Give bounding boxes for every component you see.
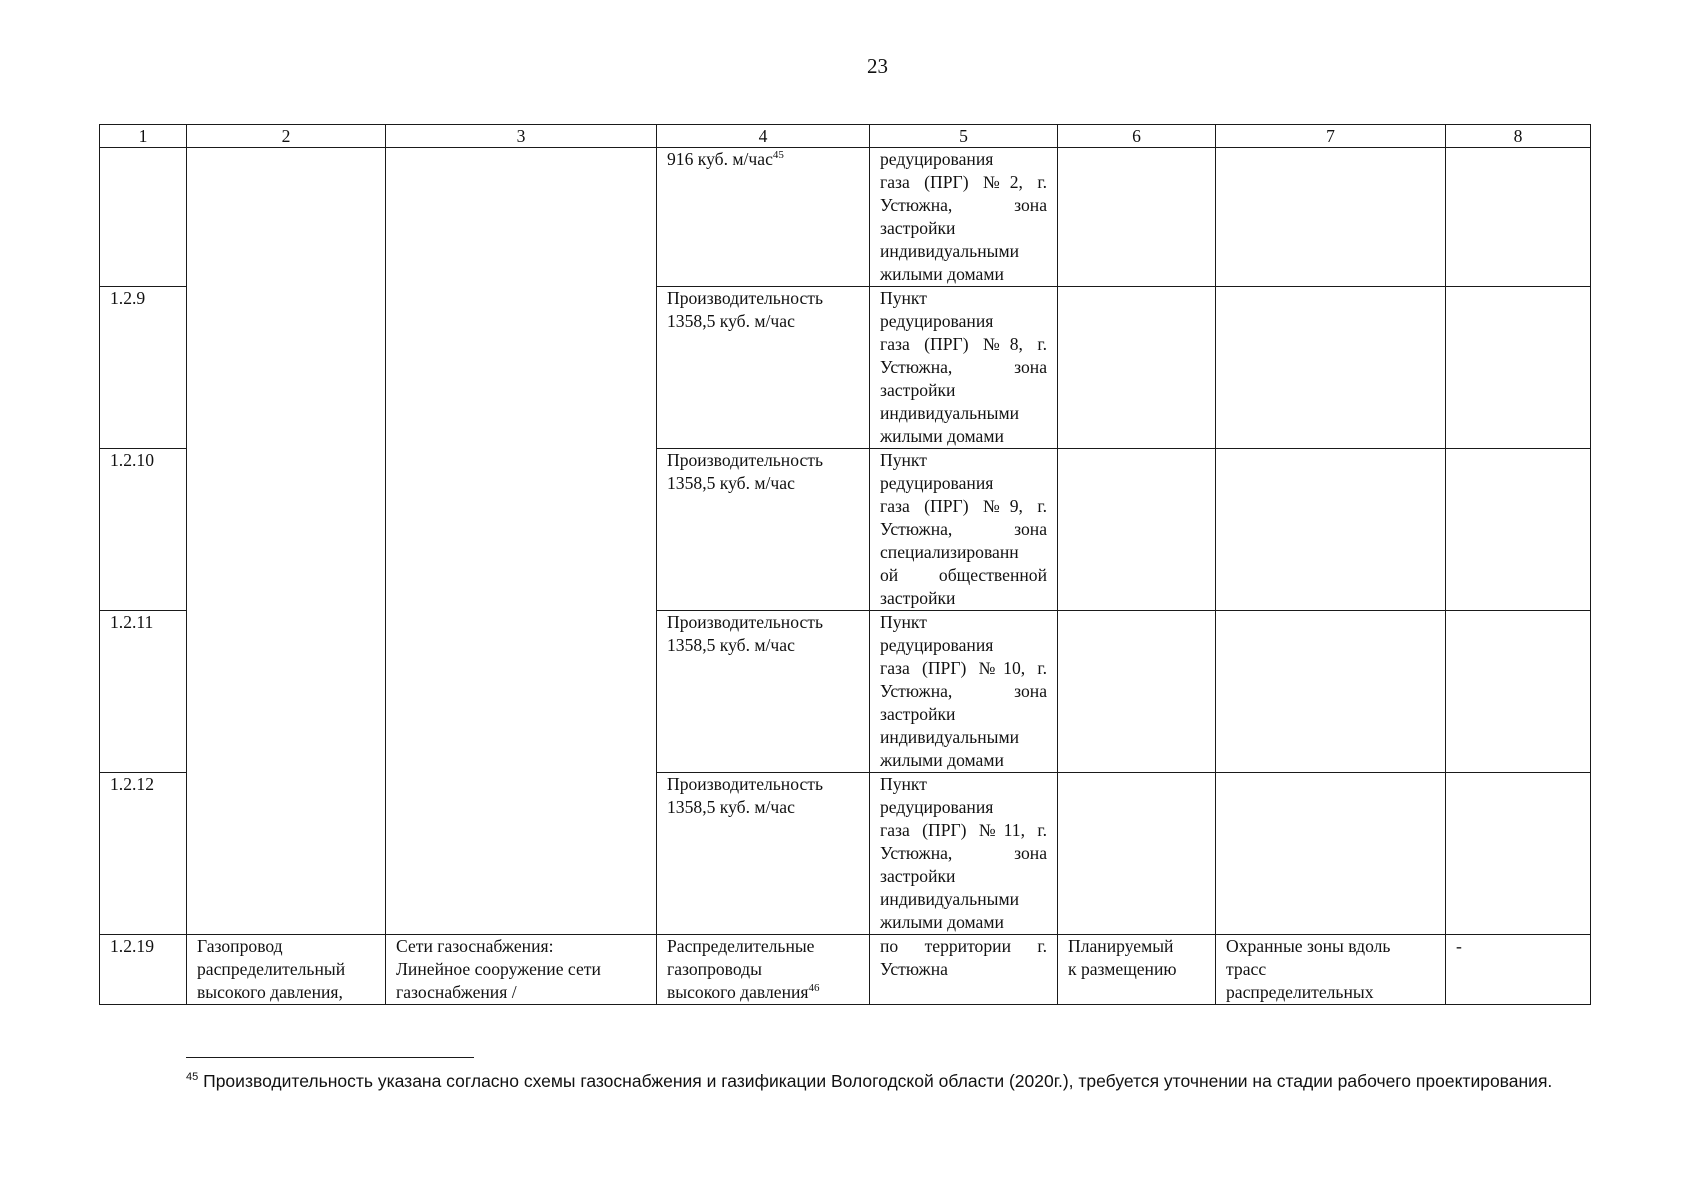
cell-text: Планируемый bbox=[1068, 936, 1174, 956]
location-cell bbox=[870, 449, 1058, 611]
cell-text: Производительность bbox=[667, 450, 823, 470]
cell-line bbox=[880, 217, 1047, 240]
cell-line bbox=[880, 796, 1047, 819]
cell-line bbox=[1068, 935, 1205, 958]
empty-cell-col7 bbox=[1216, 773, 1446, 935]
header-cell: 4 bbox=[657, 125, 870, 148]
row-number-cell bbox=[100, 773, 187, 935]
empty-cell-col7 bbox=[1216, 449, 1446, 611]
cell-line bbox=[667, 611, 859, 634]
merged-cell-col3 bbox=[386, 148, 657, 935]
cell-line bbox=[667, 634, 859, 657]
cell-line bbox=[667, 287, 859, 310]
planning-table bbox=[99, 124, 1591, 1005]
cell-text: Сети газоснабжения: bbox=[396, 936, 554, 956]
cell-text: Устюжна, зона bbox=[880, 843, 1047, 863]
cell-text: Пункт bbox=[880, 774, 927, 794]
row-number: 1.2.11 bbox=[110, 612, 154, 632]
cell-text: газа (ПРГ) №9, г. bbox=[880, 496, 1047, 516]
cell-text: по территории г. bbox=[880, 936, 1047, 956]
cell-text: редуцирования bbox=[880, 149, 994, 169]
cell-line bbox=[880, 425, 1047, 448]
cell-line bbox=[880, 240, 1047, 263]
row-number-cell bbox=[100, 287, 187, 449]
cell-text: индивидуальными bbox=[880, 727, 1019, 747]
cell-text: жилыми домами bbox=[880, 264, 1004, 284]
row-number-cell bbox=[100, 148, 187, 287]
cell-text: газа (ПРГ) №8, г. bbox=[880, 334, 1047, 354]
object-name-cell bbox=[187, 935, 386, 1005]
cell-text: жилыми домами bbox=[880, 912, 1004, 932]
cell-text: жилыми домами bbox=[880, 426, 1004, 446]
merged-cell-col2 bbox=[187, 148, 386, 935]
empty-cell-col8 bbox=[1446, 287, 1591, 449]
cell-line bbox=[667, 981, 859, 1004]
cell-text: 1358,5 куб. м/час bbox=[667, 473, 795, 493]
header-cell: 7 bbox=[1216, 125, 1446, 148]
cell-line bbox=[880, 819, 1047, 842]
cell-line bbox=[880, 842, 1047, 865]
cell-text: трасс bbox=[1226, 959, 1267, 979]
cell-text: индивидуальными bbox=[880, 889, 1019, 909]
footnote-ref: 46 bbox=[808, 982, 820, 995]
capacity-cell bbox=[657, 287, 870, 449]
cell-text: жилыми домами bbox=[880, 750, 1004, 770]
cell-line bbox=[667, 958, 859, 981]
cell-text: 916 куб. м/час bbox=[667, 149, 773, 169]
cell-line bbox=[880, 310, 1047, 333]
cell-text: застройки bbox=[880, 380, 956, 400]
note-cell bbox=[1446, 935, 1591, 1005]
row-number-cell bbox=[100, 935, 187, 1005]
cell-line bbox=[880, 171, 1047, 194]
status-cell bbox=[1058, 935, 1216, 1005]
cell-text: застройки bbox=[880, 588, 956, 608]
cell-text: газа (ПРГ) №10, г. bbox=[880, 658, 1047, 678]
footnote-text: Производительность указана согласно схемы газоснабжения и газификации Вологодской области (2020г.), требуется уточнении на стадии рабочего проектирования. bbox=[203, 1071, 1553, 1091]
cell-line bbox=[667, 796, 859, 819]
location-cell bbox=[870, 773, 1058, 935]
cell-line bbox=[667, 310, 859, 333]
cell-line bbox=[197, 958, 375, 981]
cell-line bbox=[1068, 958, 1205, 981]
cell-line bbox=[880, 564, 1047, 587]
row-number: 1.2.9 bbox=[110, 288, 146, 308]
cell-line bbox=[880, 888, 1047, 911]
cell-line bbox=[880, 749, 1047, 772]
cell-line bbox=[880, 865, 1047, 888]
cell-line bbox=[880, 356, 1047, 379]
cell-text: Распределительные bbox=[667, 936, 815, 956]
empty-cell-col8 bbox=[1446, 611, 1591, 773]
capacity-cell bbox=[657, 935, 870, 1005]
cell-line bbox=[880, 263, 1047, 286]
cell-text: редуцирования bbox=[880, 635, 994, 655]
cell-line bbox=[1226, 958, 1435, 981]
footnote-ref: 45 bbox=[772, 149, 784, 162]
footnote bbox=[186, 1071, 1606, 1092]
cell-text: Пункт bbox=[880, 612, 927, 632]
cell-line bbox=[1226, 981, 1435, 1004]
cell-line bbox=[880, 495, 1047, 518]
table-row bbox=[100, 935, 1591, 1005]
cell-text: ой общественной bbox=[880, 565, 1047, 585]
cell-text: к размещению bbox=[1068, 959, 1177, 979]
page-number: 23 bbox=[867, 54, 888, 78]
cell-line bbox=[880, 611, 1047, 634]
cell-text: Газопровод bbox=[197, 936, 283, 956]
cell-text: 1358,5 куб. м/час bbox=[667, 311, 795, 331]
empty-cell-col6 bbox=[1058, 148, 1216, 287]
empty-cell-col7 bbox=[1216, 287, 1446, 449]
cell-text: 1358,5 куб. м/час bbox=[667, 797, 795, 817]
header-cell: 5 bbox=[870, 125, 1058, 148]
row-number: 1.2.10 bbox=[110, 450, 154, 470]
cell-line bbox=[880, 194, 1047, 217]
header-cell: 6 bbox=[1058, 125, 1216, 148]
row-number: 1.2.12 bbox=[110, 774, 154, 794]
header-cell: 8 bbox=[1446, 125, 1591, 148]
cell-text: высокого давления bbox=[667, 982, 809, 1002]
cell-text: редуцирования bbox=[880, 311, 994, 331]
empty-cell-col7 bbox=[1216, 611, 1446, 773]
cell-text: 1358,5 куб. м/час bbox=[667, 635, 795, 655]
cell-text: редуцирования bbox=[880, 797, 994, 817]
cell-text: редуцирования bbox=[880, 473, 994, 493]
location-cell bbox=[870, 611, 1058, 773]
cell-line bbox=[880, 911, 1047, 934]
cell-text: газоснабжения / bbox=[396, 982, 517, 1002]
cell-text: газопроводы bbox=[667, 959, 762, 979]
cell-text: высокого давления, bbox=[197, 982, 343, 1002]
cell-line bbox=[880, 518, 1047, 541]
cell-text: Линейное сооружение сети bbox=[396, 959, 601, 979]
cell-text: Устюжна, зона bbox=[880, 357, 1047, 377]
location-cell bbox=[870, 287, 1058, 449]
cell-line bbox=[1226, 935, 1435, 958]
cell-text: Устюжна bbox=[880, 959, 948, 979]
cell-text: газа (ПРГ) №2, г. bbox=[880, 172, 1047, 192]
cell-text: индивидуальными bbox=[880, 403, 1019, 423]
cell-text: специализированн bbox=[880, 542, 1019, 562]
cell-line bbox=[880, 773, 1047, 796]
cell-line bbox=[880, 541, 1047, 564]
zone-cell bbox=[1216, 935, 1446, 1005]
row-number-cell bbox=[100, 611, 187, 773]
cell-line bbox=[396, 958, 646, 981]
cell-line bbox=[880, 587, 1047, 610]
cell-text: застройки bbox=[880, 866, 956, 886]
cell-line bbox=[667, 148, 859, 171]
cell-text: индивидуальными bbox=[880, 241, 1019, 261]
cell-line bbox=[880, 703, 1047, 726]
cell-text: распределительных bbox=[1226, 982, 1374, 1002]
empty-cell-col8 bbox=[1446, 773, 1591, 935]
empty-cell-col8 bbox=[1446, 148, 1591, 287]
table-body bbox=[100, 125, 1591, 1005]
cell-line bbox=[880, 657, 1047, 680]
header-cell: 1 bbox=[100, 125, 187, 148]
cell-line bbox=[396, 935, 646, 958]
capacity-cell bbox=[657, 773, 870, 935]
cell-line bbox=[880, 287, 1047, 310]
header-cell: 2 bbox=[187, 125, 386, 148]
cell-text: застройки bbox=[880, 704, 956, 724]
empty-cell-col6 bbox=[1058, 773, 1216, 935]
cell-text: распределительный bbox=[197, 959, 346, 979]
empty-cell-col7 bbox=[1216, 148, 1446, 287]
empty-cell-col6 bbox=[1058, 449, 1216, 611]
cell-line bbox=[667, 935, 859, 958]
cell-text: Устюжна, зона bbox=[880, 519, 1047, 539]
note-text: - bbox=[1456, 936, 1462, 956]
cell-line bbox=[880, 449, 1047, 472]
cell-line bbox=[880, 958, 1047, 981]
cell-line bbox=[880, 680, 1047, 703]
cell-line bbox=[396, 981, 646, 1004]
cell-line bbox=[880, 935, 1047, 958]
row-number: 1.2.19 bbox=[110, 936, 154, 956]
footnote-marker: 45 bbox=[186, 1071, 199, 1084]
table-header-row bbox=[100, 125, 1591, 148]
capacity-cell bbox=[657, 611, 870, 773]
cell-text: газа (ПРГ) №11, г. bbox=[880, 820, 1047, 840]
object-type-cell bbox=[386, 935, 657, 1005]
cell-text: Пункт bbox=[880, 288, 927, 308]
cell-line bbox=[880, 726, 1047, 749]
header-cell: 3 bbox=[386, 125, 657, 148]
cell-text: Устюжна, зона bbox=[880, 195, 1047, 215]
cell-text: Производительность bbox=[667, 288, 823, 308]
footnote-separator bbox=[186, 1057, 474, 1058]
capacity-cell bbox=[657, 449, 870, 611]
cell-text: Пункт bbox=[880, 450, 927, 470]
cell-line bbox=[880, 148, 1047, 171]
cell-line bbox=[667, 472, 859, 495]
cell-line bbox=[667, 773, 859, 796]
empty-cell-col8 bbox=[1446, 449, 1591, 611]
row-number-cell bbox=[100, 449, 187, 611]
capacity-cell bbox=[657, 148, 870, 287]
cell-text: застройки bbox=[880, 218, 956, 238]
empty-cell-col6 bbox=[1058, 287, 1216, 449]
cell-line bbox=[880, 472, 1047, 495]
empty-cell-col6 bbox=[1058, 611, 1216, 773]
cell-line bbox=[880, 379, 1047, 402]
cell-line bbox=[880, 402, 1047, 425]
cell-text: Производительность bbox=[667, 612, 823, 632]
cell-line bbox=[880, 634, 1047, 657]
cell-text: Устюжна, зона bbox=[880, 681, 1047, 701]
cell-text: Производительность bbox=[667, 774, 823, 794]
location-cell bbox=[870, 935, 1058, 1005]
cell-line bbox=[197, 935, 375, 958]
cell-line bbox=[197, 981, 375, 1004]
cell-line bbox=[667, 449, 859, 472]
cell-line bbox=[880, 333, 1047, 356]
cell-text: Охранные зоны вдоль bbox=[1226, 936, 1391, 956]
table-row bbox=[100, 148, 1591, 287]
location-cell bbox=[870, 148, 1058, 287]
